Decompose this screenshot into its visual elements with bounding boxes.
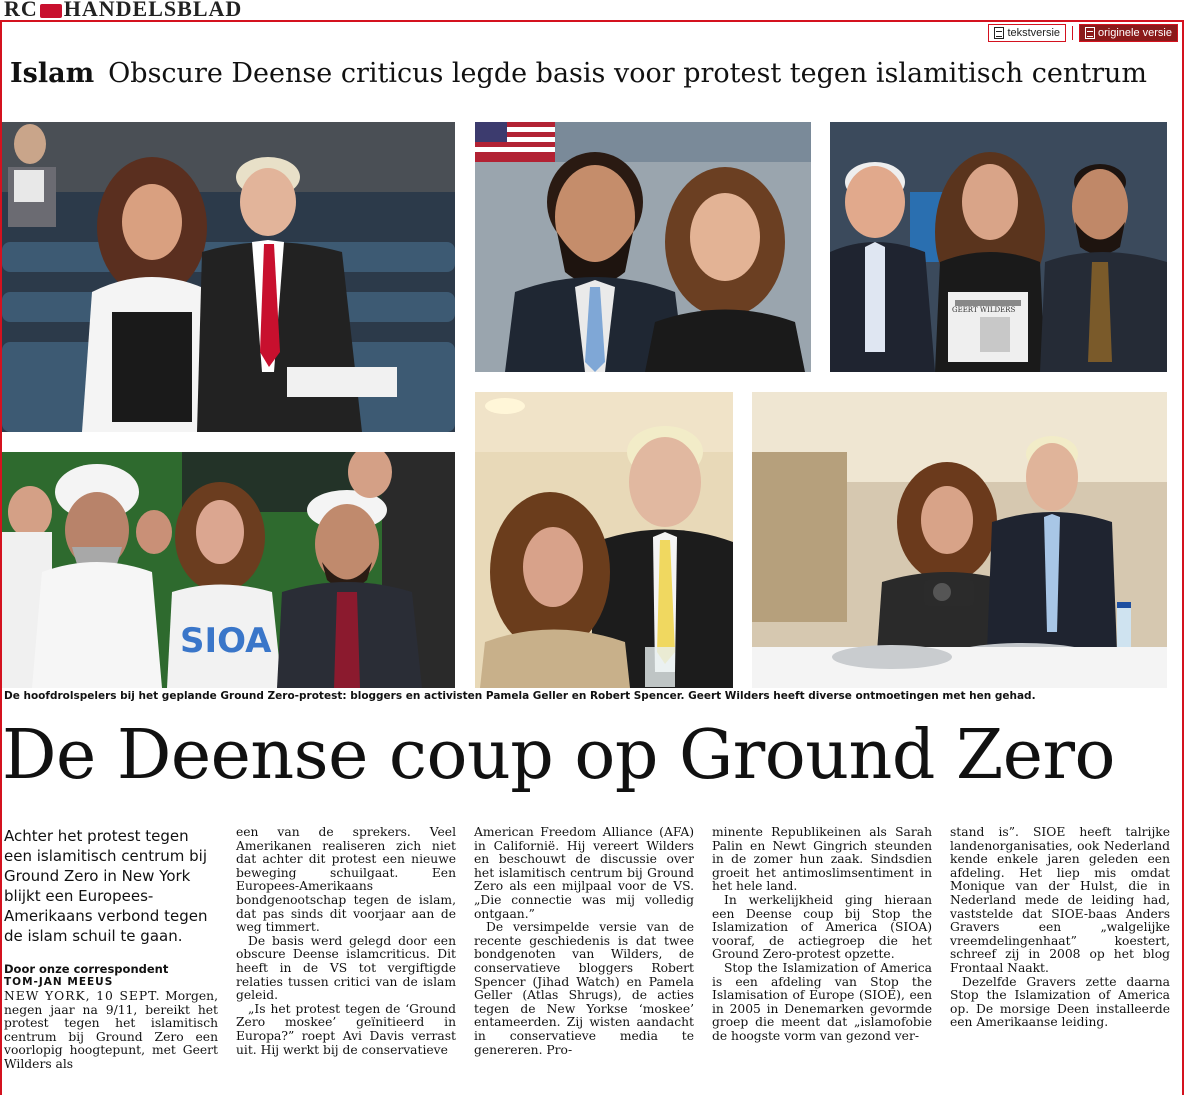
document-icon [994, 27, 1004, 39]
logo-text-right: HANDELSBLAD [63, 0, 243, 21]
column-1-text: Morgen, negen jaar na 9/11, bereikt het protest tegen het islamitisch centrum bij Ground Zero een voorlopig hoogtepunt, met Geert Wilders als [4, 989, 218, 1071]
newspaper-headline-text: GEERT WILDERS [952, 306, 1016, 314]
main-headline: De Deense coup op Ground Zero [2, 716, 1115, 795]
photo-geller-wilders-auditorium [2, 122, 455, 432]
photo-caption: De hoofdrolspelers bij het geplande Ground Zero-protest: bloggers en activisten Pamela Geller en Robert Spencer. Geert Wilders heeft diverse ontmoetingen met hen gehad. [4, 690, 1036, 702]
dateline: NEW YORK, 10 SEPT. [4, 989, 161, 1003]
article-column-4 [712, 826, 932, 1044]
paragraph: een van de sprekers. Veel Amerikanen realiseren zich niet dat achter dit protest een nieuwe beweging schuilgaat. Een Europees-Amerikaans bondgenootschap tegen de islam, dat pas sinds dit voorjaar aan de weg timmert. [236, 825, 456, 935]
tab-divider [1072, 26, 1073, 40]
article-column-3 [474, 826, 694, 1057]
view-toggle [988, 24, 1178, 42]
document-icon [1085, 27, 1095, 39]
newspaper-logo[interactable] [4, 0, 242, 22]
logo-emblem-icon [40, 4, 62, 18]
photo-three-people-newspaper [830, 122, 1167, 372]
tab-text-version[interactable] [988, 24, 1066, 42]
photo-geller-wilders-yellow-tie [475, 392, 733, 688]
paragraph: American Freedom Alliance (AFA) in Californië. Hij vereert Wilders en beschouwt de discussie over het islamitisch centrum bij Ground Zero als een mijlpaal voor de VS. „Die connectie was mij volledig ontgaan.” [474, 825, 694, 921]
photo-geller-wilders-table [752, 392, 1167, 688]
article-column-5 [950, 826, 1170, 1030]
photo-spencer-geller-flag [475, 122, 811, 372]
top-headline-row [10, 58, 1147, 89]
paragraph: Stop the Islamization of America is een afdeling van Stop the Islamisation of Europe (SIOE), een in 2005 in Denemarken gevormde groep die meent dat „islamofobie de hoogste vorm van gezond ver- [712, 960, 932, 1043]
article-column-1 [4, 990, 218, 1072]
paragraph: minente Republikeinen als Sarah Palin en Newt Gingrich steunden in de zomer hun zaak. Sindsdien groeit het antimoslimsentiment in het hele land. [712, 825, 932, 894]
paragraph: De basis werd gelegd door een obscure Deense islamcriticus. Dit heeft in de VS tot vergiftigde relaties tussen critici van de islam geleid. [236, 933, 456, 1003]
paragraph: In werkelijkheid ging hieraan een Deense coup bij Stop the Islamization of America (SIOA) vooraf, de actiegroep die het Ground Zero-protest opzette. [712, 892, 932, 962]
photo-street-group [2, 452, 455, 688]
article-column-2 [236, 826, 456, 1057]
masthead [0, 0, 1184, 20]
paragraph: stand is”. SIOE heeft talrijke landenorganisaties, ook Nederland kende enkele jaren geleden een afdeling. Het liep mis omdat Monique van der Hulst, die in Nederland mede de leiding had, vaststelde dat SIOE-baas Anders Gravers een „walgelijke vreemdelingenhaat” koestert, schreef zij in 2008 op het blog Frontaal Naakt. [950, 825, 1170, 975]
paragraph: „Is het protest tegen de ‘Ground Zero moskee’ geïnitieerd in Europa?” roept Avi Davis verrast uit. Hij werkt bij de conservatieve [236, 1001, 456, 1057]
tab-label: tekstversie [1007, 27, 1061, 39]
tab-original-version[interactable] [1079, 24, 1178, 42]
tshirt-print-text: SIOA [180, 621, 272, 661]
logo-text-left: RC [4, 0, 38, 21]
article-lede: Achter het protest tegen een islamitisch centrum bij Ground Zero in New York blijkt een Europees-Amerikaans verbond tegen de islam schuil te gaan. [4, 827, 208, 945]
section-kicker: Islam [10, 58, 95, 89]
top-headline: Obscure Deense criticus legde basis voor protest tegen islamitisch centrum [108, 58, 1147, 89]
paragraph: Dezelfde Gravers zette daarna Stop the Islamization of America op. De morsige Deen installeerde een Amerikaanse leiding. [950, 974, 1170, 1030]
byline: Door onze correspondent [4, 962, 169, 976]
paragraph: De versimpelde versie van de recente geschiedenis is dat twee bondgenoten van Wilders, de conservatieve bloggers Robert Spencer (Jihad Watch) en Pamela Geller (Atlas Shrugs), de acties tegen de New Yorkse ‘moskee’ entameerden. Zij wisten aandacht in conservatieve media te genereren. Pro- [474, 920, 694, 1057]
author-name: TOM-JAN MEEUS [4, 976, 114, 988]
tab-label: originele versie [1098, 27, 1172, 39]
